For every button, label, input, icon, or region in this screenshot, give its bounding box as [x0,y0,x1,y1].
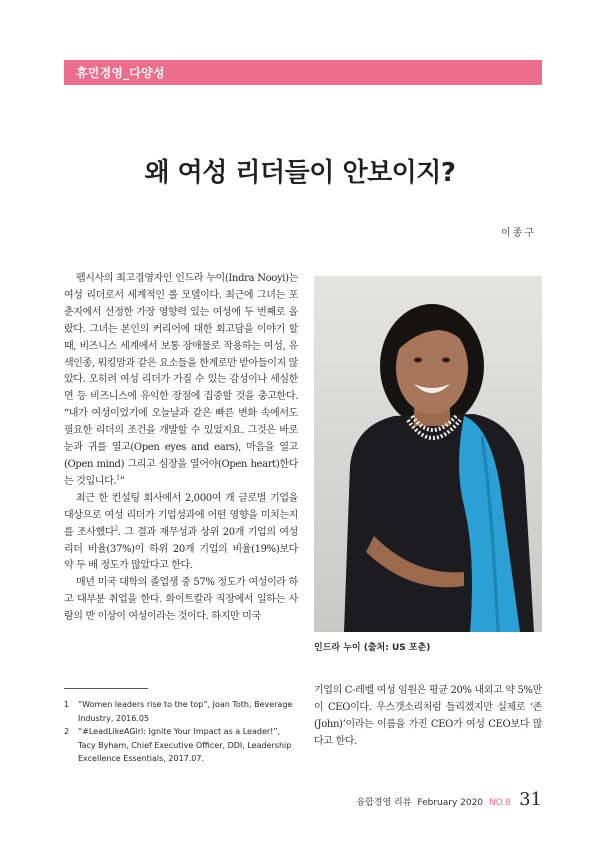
page-number: 31 [519,789,542,810]
footnotes [64,698,300,766]
paragraph-4: 기업의 C-레벨 여성 임원은 평균 20% 내외고 약 5%만이 CEO이다. 우스갯소리처럼 들리겠지만 실제로 ‘존(John)’이라는 이름을 가진 CEO가 여성 CEO보다 많다고 한다. [314,685,542,747]
portrait-photo [314,276,542,632]
photo-caption: 인드라 누이 (출처: US 포춘) [314,643,431,653]
article-title: 왜 여성 리더들이 안보이지? [144,158,456,188]
footnote-divider [64,688,148,689]
paragraph-1: 펩시사의 최고경영자인 인드라 누이(Indra Nooyi)는 여성 리더로서 세계적인 롤 모델이다. 최근에 그녀는 포춘지에서 선정한 가장 영향력 있는 여성에 두 번째로 올랐다. 그녀는 본인의 커리어에 대한 회고담을 이야기 할 때, 비즈니스 세계에서 보통 장애물로 작용하는 여성, 유색인종, 워킹맘과 같은 요소들을 한계로만 받아들이지 않았다. 오히려 여성 리더가 가질 수 있는 감성이나 세심한 면 등 비즈니스에 유익한 장점에 집중할 것을 충고한다. “내가 여성이었기에 오늘날과 같은 빠른 변화 속에서도 필요한 리더의 조건을 개발할 수 있었지요. 그것은 바로 눈과 귀를 열고(Open eyes and ears), 마음을 열고(Open mind) 그리고 심장을 열어야(Open heart)한다는 것입니다.$^1$” [64,273,298,487]
author-name: 이종구 [501,228,536,239]
issue-number: NO.8 [489,798,512,808]
portrait-illustration [314,276,542,632]
issue-date: February 2020 [417,798,484,808]
right-column [314,683,542,751]
page-footer [356,789,542,810]
section-label: 휴먼경영_다양성 [76,66,165,80]
paragraph-3: 매년 미국 대학의 졸업생 중 57% 정도가 여성이라 하고 대부분 취업을 한다. 화이트칼라 직장에서 일하는 사람의 반 이상이 여성이라는 것이다. 하지만 미국 [64,577,298,623]
left-column [64,271,298,626]
footnote-1: 1 “Women leaders rise to the top”, Joan Toth, Beverage Industry, 2016.05 [64,700,293,723]
section-banner [64,60,542,85]
magazine-name: 융합경영 리뷰 [356,798,412,808]
footnote-2: 2 “#LeadLikeAGirl: Ignite Your Impact as a Leader!”, Tacy Byham, Chief Executive Officer, DDI, Leadership Excellence Essentials, 2017.07. [64,727,292,763]
paragraph-2: 최근 한 컨설팅 회사에서 2,000여 개 글로벌 기업을 대상으로 여성 리더가 기업성과에 어떤 영향을 미치는지를 조사했다$^2$. 그 결과 재무성과 상위 20개 기업의 여성 리더 비율(37%)이 하위 20개 기업의 비율(19%)보다 약 두 배 정도가 많았다고 한다. [64,492,298,572]
